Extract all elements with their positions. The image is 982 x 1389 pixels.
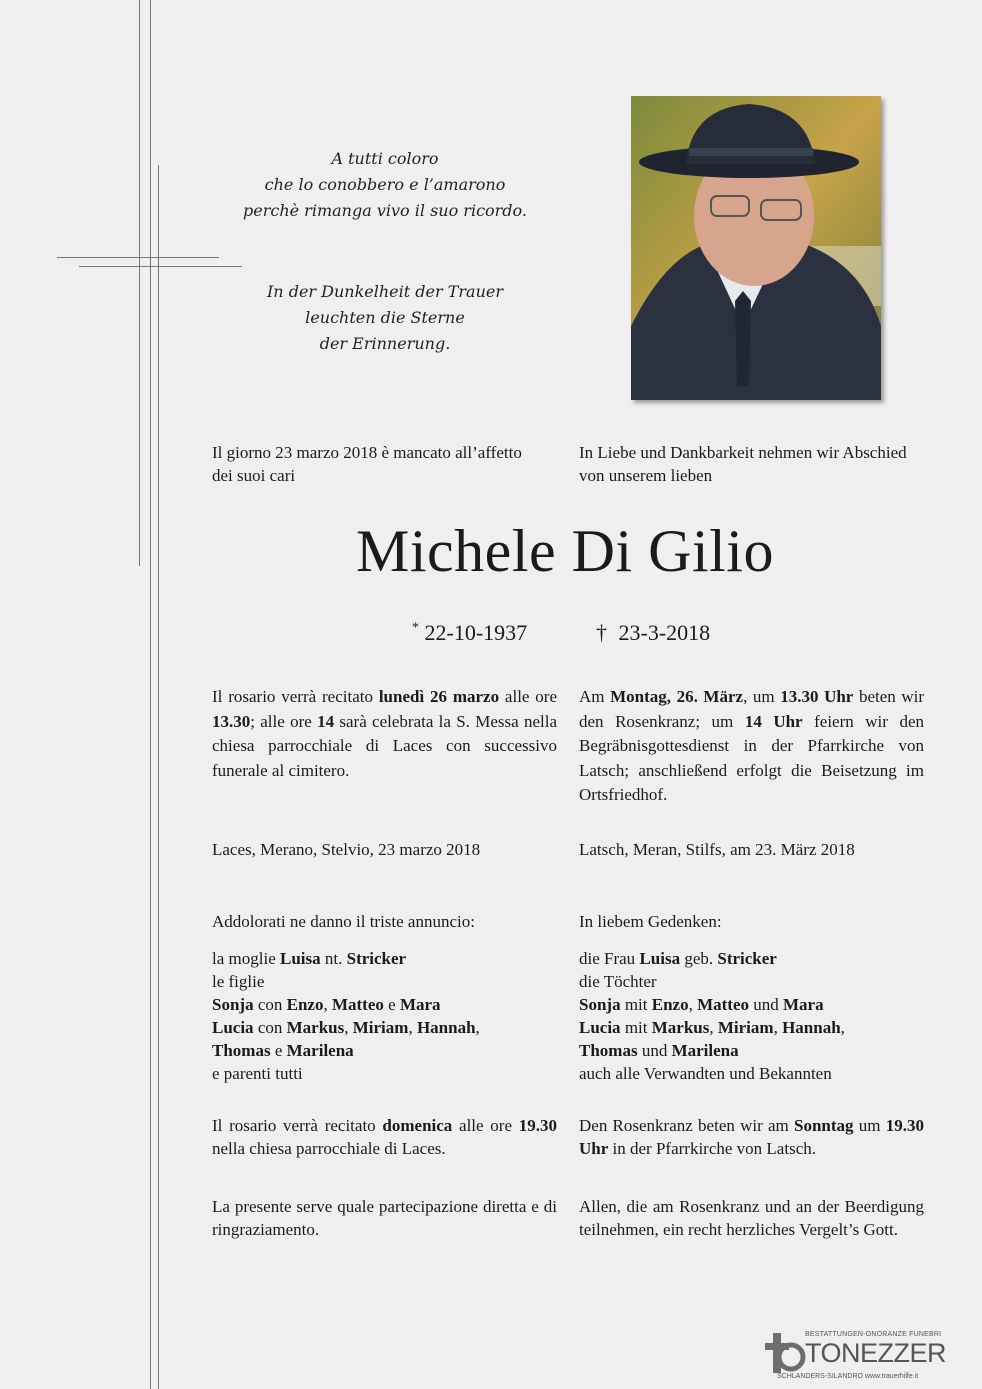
place-date-german: Latsch, Meran, Stilfs, am 23. März 2018 xyxy=(579,840,855,859)
quote-de-line-3: der Erinnerung. xyxy=(319,334,451,353)
closing-italian: La presente serve quale partecipazione diretta e di ringraziamento. xyxy=(212,1197,557,1239)
cross-logo-icon xyxy=(765,1333,809,1377)
mourners-it-line-2: le figlie xyxy=(212,972,265,991)
funeral-de-time-2: 14 Uhr xyxy=(744,711,803,731)
funeral-de-text-1: Am xyxy=(579,687,611,706)
funeral-de-time-1: 13.30 Uhr xyxy=(780,687,854,706)
mourners-de-line-6: auch alle Verwandten und Bekannten xyxy=(579,1064,832,1083)
mourners-de-line-3: Sonja mit Enzo, Matteo und Mara xyxy=(579,995,824,1014)
closing-german: Allen, die am Rosenkranz und an der Beerdigung teilnehmen, ein recht herzliches Vergelt’s Gott. xyxy=(579,1197,924,1239)
mourners-it-line-5: Thomas e Marilena xyxy=(212,1041,354,1060)
mourners-it-line-4: Lucia con Markus, Miriam, Hannah, xyxy=(212,1018,480,1037)
intro-italian xyxy=(212,441,562,487)
quote-it-line-2: che lo conobbero e l’amarono xyxy=(264,175,506,194)
cross-vertical-line xyxy=(158,165,159,1389)
logo-brand: TONEZZER xyxy=(805,1338,947,1368)
place-date-italian: Laces, Merano, Stelvio, 23 marzo 2018 xyxy=(212,840,481,859)
death-date: 23-3-2018 xyxy=(618,620,711,645)
mourners-it-line-6: e parenti tutti xyxy=(212,1064,303,1083)
funeral-de-text-2: , um xyxy=(743,687,781,706)
birth-date-block xyxy=(412,620,527,646)
left-border-line-1 xyxy=(139,0,140,566)
quote-it-line-3: perchè rimanga vivo il suo ricordo. xyxy=(243,201,527,220)
mourners-de-line-1: die Frau Luisa geb. Stricker xyxy=(579,949,777,968)
left-border-line-2 xyxy=(150,0,151,1389)
mourners-german xyxy=(579,910,939,1085)
death-date-block xyxy=(596,620,710,646)
funeral-info-italian xyxy=(212,685,557,783)
birth-date: 22-10-1937 xyxy=(424,620,528,645)
mourners-de-heading: In liebem Gedenken: xyxy=(579,912,722,931)
intro-it-line-1: Il giorno 23 marzo 2018 è mancato all’affetto xyxy=(212,443,522,462)
funeral-de-text-3: beten wir den Rosenkranz; um xyxy=(579,687,925,731)
intro-de-line-2: von unserem lieben xyxy=(579,466,713,485)
intro-de-line-1: In Liebe und Dankbarkeit nehmen wir Abschied xyxy=(579,443,907,462)
mourners-de-line-4: Lucia mit Markus, Miriam, Hannah, xyxy=(579,1018,845,1037)
funeral-home-logo xyxy=(765,1331,947,1381)
birth-symbol: * xyxy=(412,620,419,636)
quote-de-line-2: leuchten die Sterne xyxy=(305,308,465,327)
mourners-de-line-2: die Töchter xyxy=(579,972,657,991)
intro-it-line-2: dei suoi cari xyxy=(212,466,296,485)
mourners-it-line-1: la moglie Luisa nt. Stricker xyxy=(212,949,407,968)
funeral-info-german xyxy=(579,685,924,808)
funeral-it-time-2: 14 xyxy=(317,711,335,731)
quote-de-line-1: In der Dunkelheit der Trauer xyxy=(266,282,503,301)
quote-italian xyxy=(205,146,565,224)
rosary-italian: Il rosario verrà recitato domenica alle ore 19.30 nella chiesa parrocchiale di Laces. xyxy=(212,1116,557,1158)
logo-bottom-text: SCHLANDERS-SILANDRO www.trauerhilfe.it xyxy=(777,1373,919,1380)
death-symbol: † xyxy=(596,620,607,645)
funeral-it-day: lunedì 26 marzo xyxy=(378,687,500,706)
funeral-de-text-4: feiern wir den Begräbnisgottesdienst in der Pfarrkirche von Latsch; anschließend erfolgt die Beisetzung im Ortsfriedhof. xyxy=(579,711,925,804)
quote-it-line-1: A tutti coloro xyxy=(331,149,439,168)
quote-german xyxy=(205,279,565,357)
mourners-de-line-5: Thomas und Marilena xyxy=(579,1041,739,1060)
rosary-german: Den Rosenkranz beten wir am Sonntag um 19.30 Uhr in der Pfarrkirche von Latsch. xyxy=(579,1116,924,1158)
funeral-it-time-1: 13.30 xyxy=(212,711,251,731)
mourners-it-heading: Addolorati ne danno il triste annuncio: xyxy=(212,912,475,931)
intro-german xyxy=(579,441,939,487)
cross-horizontal-line-2 xyxy=(79,266,242,267)
funeral-it-text-4: sarà celebrata la S. Messa nella chiesa parrocchiale di Laces con successivo funerale al cimitero. xyxy=(212,711,557,780)
logo-top-text: BESTATTUNGEN-ONORANZE FUNEBRI xyxy=(805,1331,942,1338)
funeral-it-text-3: ; alle ore xyxy=(250,711,318,731)
cross-horizontal-line-1 xyxy=(57,257,219,258)
mourners-it-line-3: Sonja con Enzo, Matteo e Mara xyxy=(212,995,441,1014)
deceased-portrait-photo xyxy=(631,96,881,400)
deceased-name: Michele Di Gilio xyxy=(356,518,774,584)
funeral-it-text-2: alle ore xyxy=(499,687,558,706)
funeral-it-text-1: Il rosario verrà recitato xyxy=(212,687,379,706)
mourners-italian xyxy=(212,910,562,1085)
funeral-de-day: Montag, 26. März xyxy=(610,687,744,706)
